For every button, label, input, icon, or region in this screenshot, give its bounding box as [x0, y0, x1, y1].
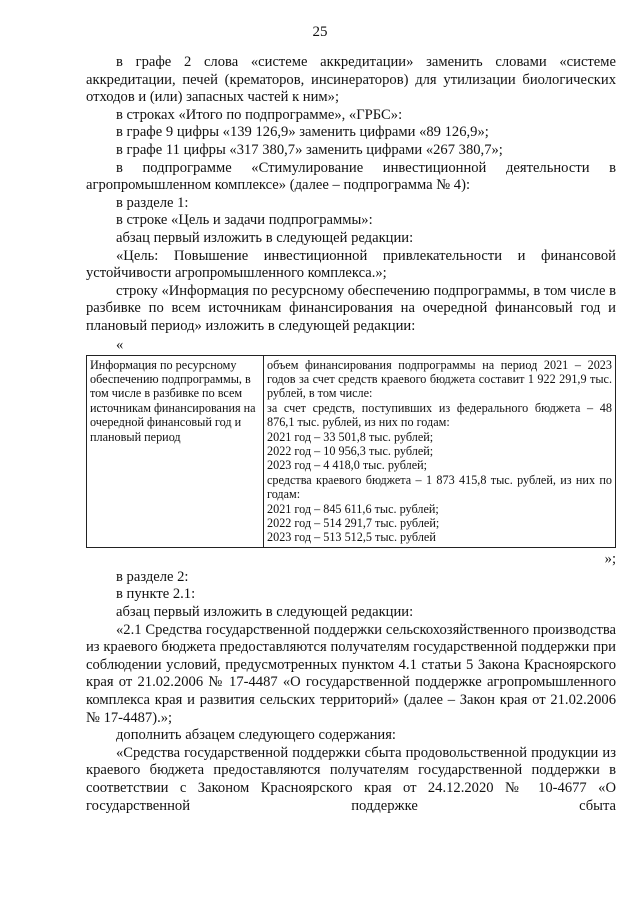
table-line: 2022 год – 10 956,3 тыс. рублей;	[267, 443, 434, 458]
paragraph: абзац первый изложить в следующей редакции:	[116, 229, 414, 246]
paragraph: «Средства государственной поддержки сбыта продовольственной продукции из краевого бюджета предоставляются получателям государственной поддержки в соответствии с Законом Красноярского края от 24.12.2020 № 10-4677 «О государственной поддержке сбыта	[86, 744, 616, 814]
paragraph: в строке «Цель и задачи подпрограммы»:	[116, 212, 373, 229]
table-line: средства краевого бюджета – 1 873 415,8 тыс. рублей, из них по годам:	[267, 472, 612, 502]
paragraph: строку «Информация по ресурсному обеспечению подпрограммы, в том числе в разбивке по всем источникам финансирования на очередной финансовый год и плановый период» изложить в следующей редакции:	[86, 282, 616, 334]
table-line: 2023 год – 4 418,0 тыс. рублей;	[267, 458, 428, 473]
opening-quote: «	[116, 336, 124, 353]
paragraph: «2.1 Средства государственной поддержки сельскохозяйственного производства из краевого бюджета предоставляются получателям государственной поддержки при соблюдении условий, предусмотренных пунктом 4.1 статьи 5 Закона Красноярского края от 21.02.2006 № 17-4487 «О государственной поддержке агропромышленного комплекса края и развития сельских территорий» (далее – Закон края от 21.02.2006 № 17-4487).»;	[86, 621, 616, 726]
paragraph: абзац первый изложить в следующей редакции:	[116, 603, 414, 620]
paragraph: в графе 2 слова «системе аккредитации» заменить словами «системе аккредитации, печей (крематоров, инсинераторов) для утилизации биологических отходов и (или) запасных частей к ним»;	[86, 54, 616, 106]
paragraph: дополнить абзацем следующего содержания:	[116, 727, 396, 744]
paragraph: в графе 9 цифры «139 126,9» заменить цифрами «89 126,9»;	[116, 124, 489, 141]
table-line: 2022 год – 514 291,7 тыс. рублей;	[267, 515, 440, 530]
paragraph: в пункте 2.1:	[116, 586, 196, 603]
paragraph: в строках «Итого по подпрограмме», «ГРБС»:	[116, 106, 403, 123]
document-body	[86, 54, 616, 815]
table-cell-content	[264, 355, 616, 547]
paragraph: «Цель: Повышение инвестиционной привлекательности и финансовой устойчивости агропромышленного комплекса.»;	[86, 247, 616, 282]
table-line: объем финансирования подпрограммы на период 2021 – 2023 годов за счет средств краевого бюджета составит 1 922 291,9 тыс. рублей, в том числе:	[267, 357, 612, 401]
paragraph: в разделе 2:	[116, 568, 189, 585]
table-line: 2023 год – 513 512,5 тыс. рублей	[267, 530, 436, 545]
resource-info-table	[86, 355, 616, 548]
paragraph: в разделе 1:	[116, 194, 189, 211]
table-line: за счет средств, поступивших из федерального бюджета – 48 876,1 тыс. рублей, из них по годам:	[267, 400, 612, 430]
table-line: 2021 год – 33 501,8 тыс. рублей;	[267, 429, 434, 444]
paragraph: в подпрограмме «Стимулирование инвестиционной деятельности в агропромышленном комплексе» (далее – подпрограмма № 4):	[86, 159, 616, 194]
table-cell-label: Информация по ресурсному обеспечению подпрограммы, в том числе в разбивке по всем источникам финансирования на очередной финансовый год и плановый период	[87, 355, 264, 547]
page-number: 25	[312, 24, 328, 40]
paragraph: в графе 11 цифры «317 380,7» заменить цифрами «267 380,7»;	[116, 141, 503, 158]
table-line: 2021 год – 845 611,6 тыс. рублей;	[267, 501, 439, 516]
table-row	[87, 355, 616, 547]
closing-quote: »;	[604, 550, 616, 567]
